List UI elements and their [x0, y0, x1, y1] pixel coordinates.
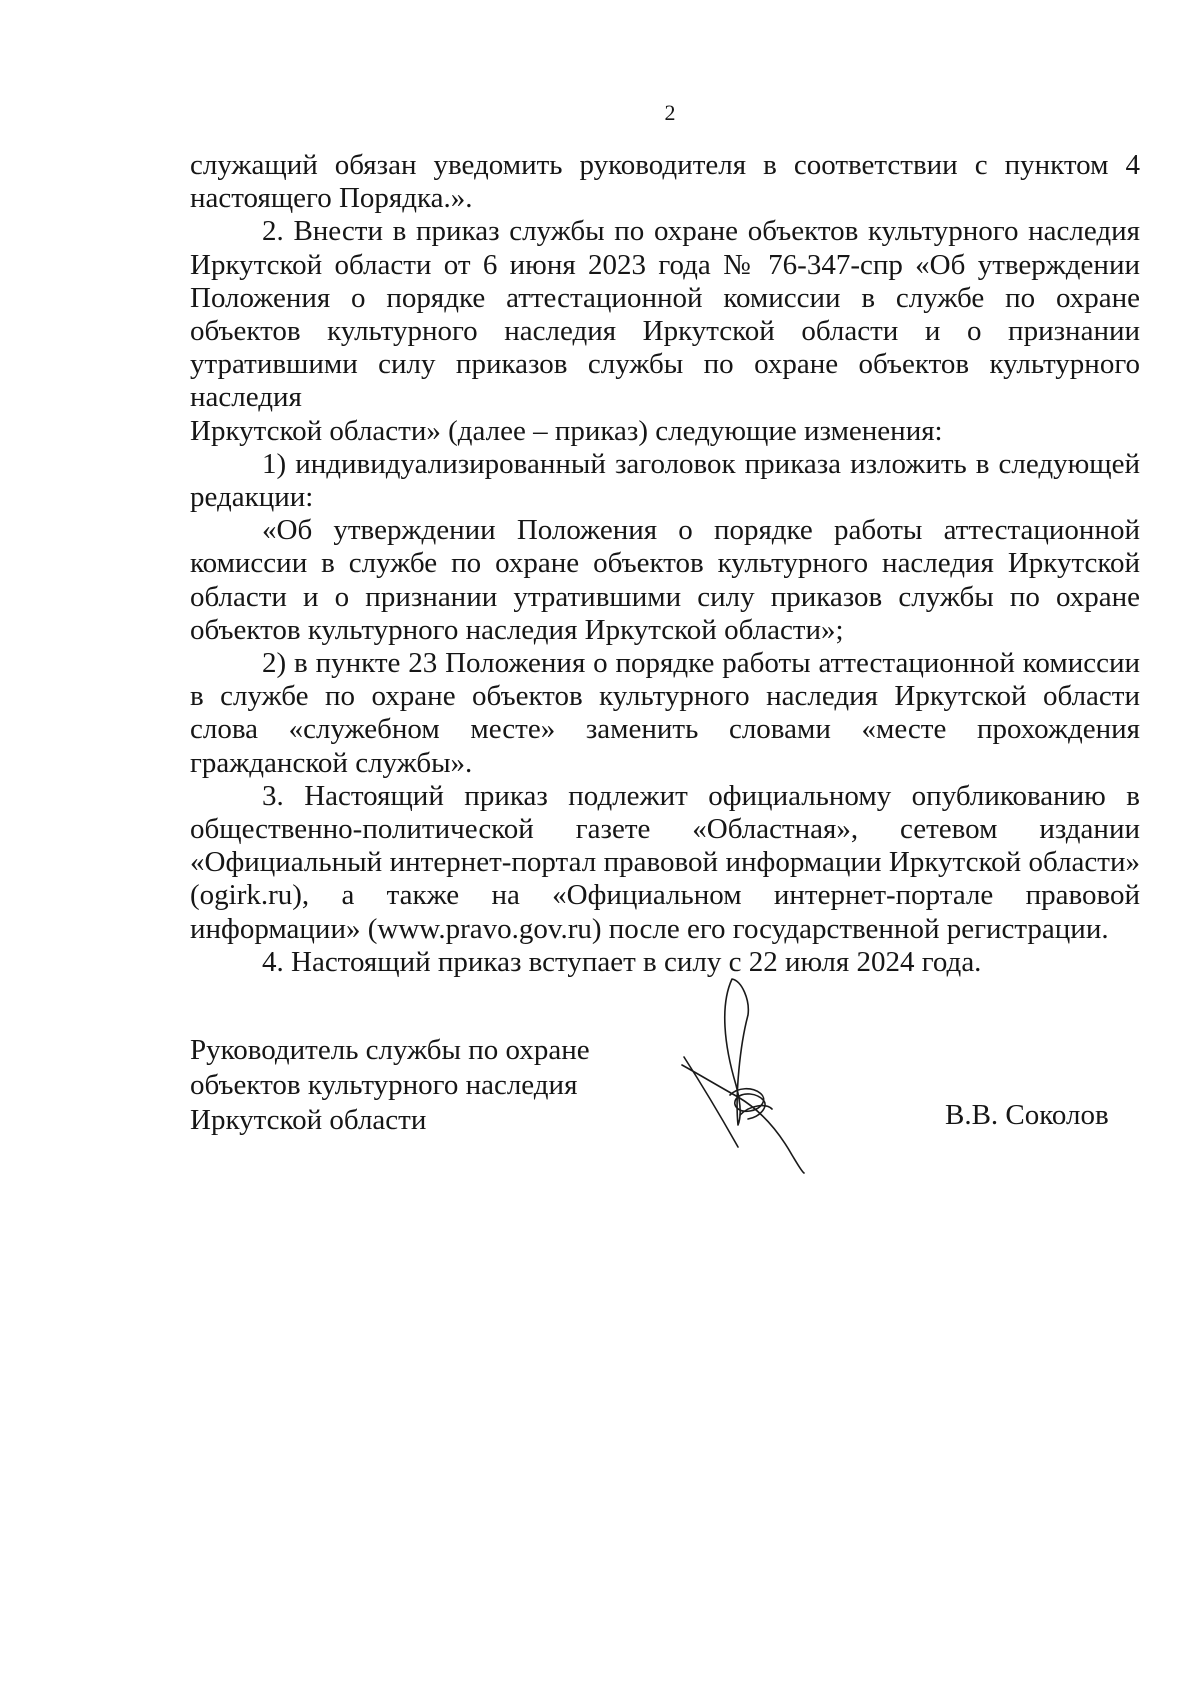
signatory-position-line: объектов культурного наследия: [190, 1069, 578, 1101]
paragraph-item-2: 2. Внести в приказ службы по охране объектов культурного наследия Иркутской области от 6 июня 2023 года № 76-347-спр «Об утверждении Положения о порядке аттестационной комиссии в службе по охране объектов культурного наследия Иркутской области и о признании утратившими силу приказов службы по охране объектов культурного наследия: [190, 215, 1140, 414]
paragraph-item-2-end: Иркутской области» (далее – приказ) следующие изменения:: [190, 414, 943, 447]
paragraph-subitem-1: 1) индивидуализированный заголовок приказа изложить в следующей редакции:: [190, 447, 1140, 514]
signatory-name: В.В. Соколов: [945, 1099, 1109, 1131]
paragraph-new-title: «Об утверждении Положения о порядке работы аттестационной комиссии в службе по охране объектов культурного наследия Иркутской области и о признании утратившими силу приказов службы по охране объектов культурного наследия Иркутской области»;: [190, 514, 1140, 646]
signatory-position-line: Иркутской области: [190, 1104, 427, 1136]
paragraph-subitem-2: 2) в пункте 23 Положения о порядке работы аттестационной комиссии в службе по охране объектов культурного наследия Иркутской области слова «служебном месте» заменить словами «месте прохождения гражданской службы».: [190, 647, 1140, 779]
paragraph-item-4: 4. Настоящий приказ вступает в силу с 22 июля 2024 года.: [262, 945, 982, 978]
handwritten-signature: [680, 975, 815, 1175]
signatory-position-line: Руководитель службы по охране: [190, 1034, 590, 1066]
paragraph-continuation: служащий обязан уведомить руководителя в соответствии с пунктом 4 настоящего Порядка.».: [190, 149, 1140, 215]
page-number: 2: [664, 100, 676, 125]
signatory-position: [190, 1033, 630, 1138]
paragraph-item-3: 3. Настоящий приказ подлежит официальному опубликованию в общественно-политической газете «Областная», сетевом издании «Официальный интернет-портал правовой информации Иркутской области» (ogirk.ru), а также на «Официальном интернет-портале правовой информации» (www.pravo.gov.ru) после его государственной регистрации.: [190, 779, 1140, 945]
order-body: [190, 149, 1140, 979]
